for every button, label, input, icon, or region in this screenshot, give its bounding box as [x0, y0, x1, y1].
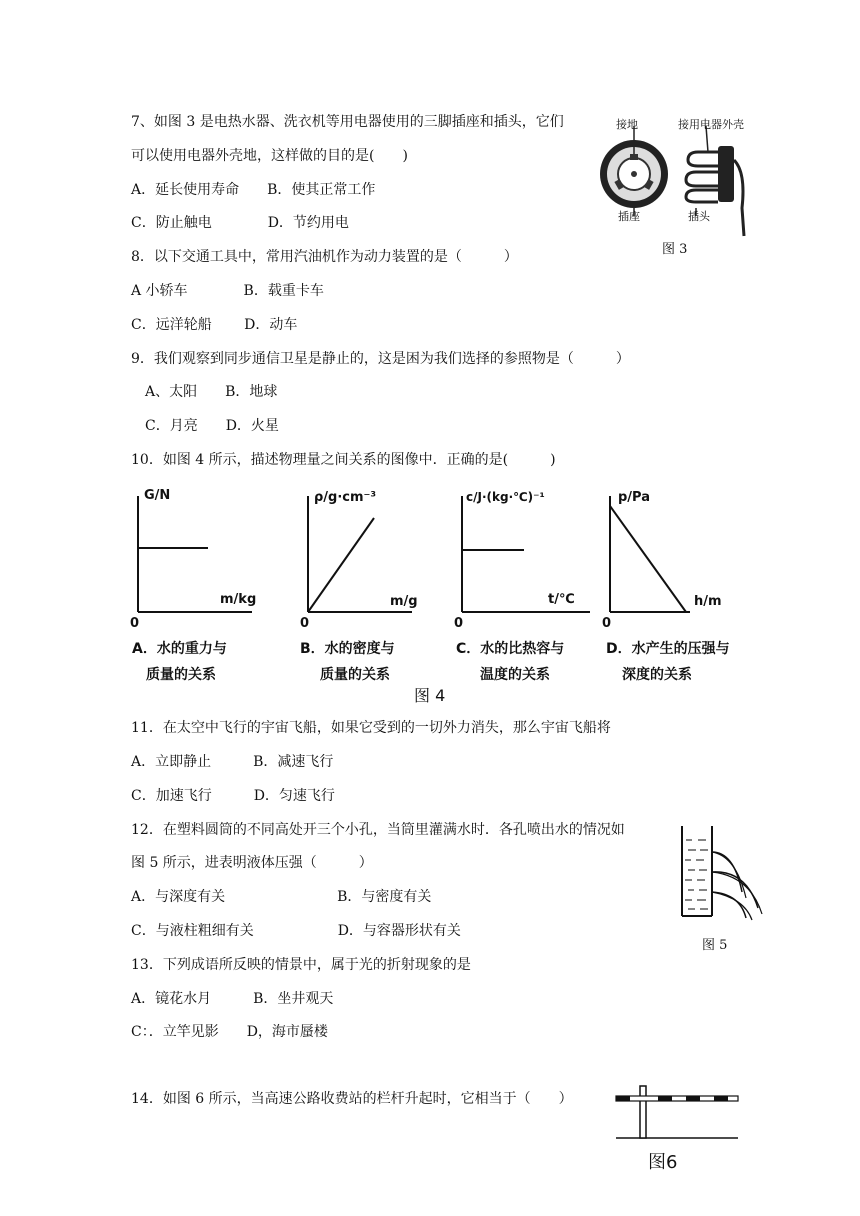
graph-b-ylabel: ρ/g·cm⁻³ [314, 490, 377, 505]
q9-stem: 9．我们观察到同步通信卫星是静止的，这是困为我们选择的参照物是（ ） [131, 351, 630, 367]
q11-stem: 11．在太空中飞行的宇宙飞船，如果它受到的一切外力消失，那么宇宙飞船将 [131, 720, 611, 736]
q12-stem-line1: 12．在塑料圆筒的不同高处开三个小孔，当筒里灌满水时．各孔喷出水的情况如 [131, 822, 625, 838]
graph-a-caption-1: A．水的重力与 [132, 641, 227, 657]
graph-b-caption-2: 质量的关系 [320, 667, 390, 683]
q7-stem-line1: 7、如图 3 是电热水器、洗衣机等用电器使用的三脚插座和插头，它们 [131, 114, 564, 130]
q13-options-ab: A．镜花水月 B．坐井观天 [131, 991, 334, 1007]
label-socket: 插座 [618, 210, 640, 223]
q12-options-cd: C．与液柱粗细有关 D．与容器形状有关 [131, 923, 461, 939]
graph-a-origin: 0 [130, 616, 140, 631]
q8-options-cd: C．远洋轮船 D．动车 [131, 317, 298, 333]
figure-3-socket-plug [596, 112, 766, 260]
graph-b-caption-1: B．水的密度与 [300, 641, 395, 657]
graph-c-ylabel: c/J·(kg·℃)⁻¹ [466, 490, 545, 504]
q11-options-ab: A．立即静止 B．减速飞行 [131, 754, 334, 770]
graph-b-plot [294, 488, 444, 623]
q12-options-ab: A．与深度有关 B．与密度有关 [131, 889, 432, 905]
graph-a-xlabel: m/kg [220, 592, 257, 607]
graph-c-xlabel: t/℃ [548, 592, 575, 607]
toll-barrier-drawing [612, 1084, 742, 1146]
graph-c-plot [450, 488, 610, 623]
label-appliance-shell: 接用电器外壳 [678, 118, 744, 131]
q9-options-ab: A、太阳 B．地球 [145, 384, 278, 400]
graph-d-ylabel: p/Pa [618, 490, 651, 505]
q8-stem: 8．以下交通工具中，常用汽油机作为动力装置的是（ ） [131, 249, 518, 265]
q7-options-cd: C．防止触电 D．节约用电 [131, 215, 349, 231]
graph-a-ylabel: G/N [144, 488, 171, 503]
q13-stem: 13．下列成语所反映的情景中，属于光的折射现象的是 [131, 957, 471, 973]
label-plug: 插头 [688, 210, 710, 223]
figure-6-caption: 图6 [648, 1152, 678, 1173]
graph-d-origin: 0 [602, 616, 612, 631]
graph-b-origin: 0 [300, 616, 310, 631]
label-ground: 接地 [616, 118, 638, 131]
q9-options-cd: C．月亮 D．火星 [145, 418, 279, 434]
graph-b [294, 488, 444, 688]
q11-options-cd: C．加速飞行 D．匀速飞行 [131, 788, 335, 804]
graph-c-caption-2: 温度的关系 [480, 667, 550, 683]
q7-options-ab: A．延长使用寿命 B．使其正常工作 [131, 182, 376, 198]
figure-5-caption: 图 5 [702, 938, 728, 953]
graph-a-caption-2: 质量的关系 [146, 667, 216, 683]
q13-options-cd: C：．立竿见影 D，海市蜃楼 [131, 1024, 328, 1040]
figure-3-caption: 图 3 [662, 242, 688, 257]
graph-c-origin: 0 [454, 616, 464, 631]
figure-4-caption: 图 4 [414, 686, 446, 705]
graph-a [124, 488, 274, 688]
graph-c [450, 488, 610, 688]
q14-stem: 14．如图 6 所示，当高速公路收费站的栏杆升起时，它相当于（ ） [131, 1091, 573, 1107]
q8-options-ab: A 小轿车 B．载重卡车 [131, 283, 324, 299]
water-cylinder-drawing [676, 822, 776, 922]
graph-d-caption-2: 深度的关系 [622, 667, 692, 683]
graph-c-caption-1: C．水的比热容与 [456, 641, 565, 657]
graph-b-xlabel: m/g [390, 594, 418, 609]
q12-stem-line2: 图 5 所示，进表明液体压强（ ） [131, 855, 373, 871]
q10-stem: 10．如图 4 所示，描述物理量之间关系的图像中．正确的是( ) [131, 452, 556, 468]
graph-d-xlabel: h/m [694, 594, 722, 609]
graph-d-caption-1: D．水产生的压强与 [606, 641, 730, 657]
figure-6-toll-barrier [612, 1084, 742, 1180]
graph-d-plot [598, 488, 758, 623]
figure-5-water-cylinder [676, 822, 776, 956]
graph-d [598, 488, 758, 688]
q7-stem-line2: 可以使用电器外壳地，这样做的目的是( ) [131, 148, 408, 164]
